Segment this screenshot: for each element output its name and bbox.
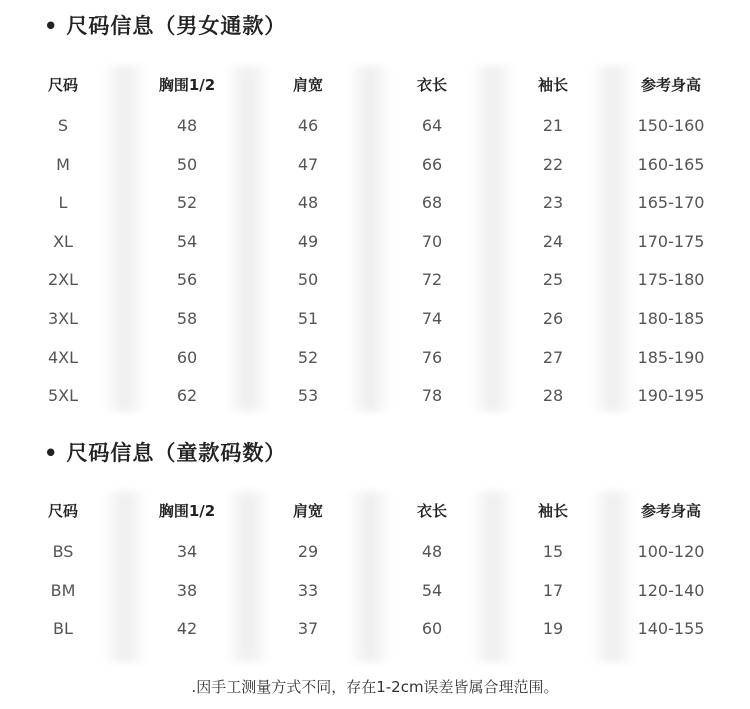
header-cell: 袖长	[537, 502, 569, 520]
table-cell: 74	[421, 309, 443, 328]
table-cell: 66	[421, 154, 443, 174]
table-cell: 28	[542, 386, 564, 406]
table-cell: 190-195	[637, 386, 705, 406]
table-cell: 47	[297, 154, 319, 174]
header-cell: 胸围1/2	[158, 76, 216, 94]
table-cell: 4XL	[47, 347, 79, 367]
header-cell: 衣长	[416, 502, 448, 520]
table-cell: 5XL	[47, 386, 79, 406]
table-cell: 60	[421, 619, 443, 639]
table-cell: 21	[542, 116, 564, 135]
table-cell: 38	[176, 580, 198, 600]
header-cell: 袖长	[537, 76, 569, 94]
table-row	[0, 260, 750, 299]
header-cell: 肩宽	[292, 502, 324, 520]
table-cell: 25	[542, 270, 564, 290]
table-cell: 37	[297, 619, 319, 639]
header-cell: 肩宽	[292, 76, 324, 94]
table-cell: 76	[421, 347, 443, 367]
table-row	[0, 106, 750, 145]
table-cell: 78	[421, 386, 443, 406]
table-cell: 48	[176, 116, 198, 135]
table-row	[0, 338, 750, 377]
section-title-kids: • 尺码信息（童款码数）	[44, 441, 287, 465]
table-row	[0, 183, 750, 222]
table-cell: 100-120	[637, 542, 705, 561]
table-cell: 70	[421, 231, 443, 251]
header-cell: 尺码	[47, 76, 79, 94]
table-row	[0, 376, 750, 415]
table-cell: BL	[53, 619, 73, 639]
table-cell: 17	[542, 580, 564, 600]
table-cell: 46	[297, 116, 319, 135]
table-cell: 56	[176, 270, 198, 290]
table-cell: 42	[176, 619, 198, 639]
table-cell: 22	[542, 154, 564, 174]
table-cell: 33	[297, 580, 319, 600]
table-cell: XL	[53, 231, 73, 251]
table-cell: 48	[297, 193, 319, 213]
table-cell: 150-160	[637, 116, 705, 135]
section-title-adult-text: 尺码信息（男女通款）	[66, 14, 287, 38]
table-cell: BM	[50, 580, 76, 600]
header-cell: 参考身高	[640, 502, 702, 520]
table-cell: S	[57, 116, 69, 135]
table-cell: 62	[176, 386, 198, 406]
header-cell: 胸围1/2	[158, 502, 216, 520]
table-row	[0, 145, 750, 184]
table-cell: 50	[176, 154, 198, 174]
table-cell: 50	[297, 270, 319, 290]
table-cell: 58	[176, 309, 198, 328]
table-header-row	[0, 492, 750, 531]
table-cell: 64	[421, 116, 443, 135]
table-cell: 72	[421, 270, 443, 290]
table-row	[0, 571, 750, 610]
table-cell: 34	[176, 542, 198, 561]
table-cell: 175-180	[637, 270, 705, 290]
table-cell: 27	[542, 347, 564, 367]
table-row	[0, 222, 750, 261]
table-cell: 3XL	[47, 309, 79, 328]
table-cell: 2XL	[47, 270, 79, 290]
table-cell: 26	[542, 309, 564, 328]
table-cell: 54	[176, 231, 198, 251]
table-cell: 60	[176, 347, 198, 367]
table-cell: 140-155	[637, 619, 705, 639]
table-cell: 49	[297, 231, 319, 251]
header-cell: 衣长	[416, 76, 448, 94]
header-cell: 尺码	[47, 502, 79, 520]
table-cell: 48	[421, 542, 443, 561]
table-cell: 160-165	[637, 154, 705, 174]
table-cell: 170-175	[637, 231, 705, 251]
table-cell: M	[56, 154, 70, 174]
table-cell: 68	[421, 193, 443, 213]
table-cell: 51	[297, 309, 319, 328]
table-cell: 180-185	[637, 309, 705, 328]
section-title-kids-text: 尺码信息（童款码数）	[66, 441, 287, 465]
table-header-row	[0, 66, 750, 105]
header-cell: 参考身高	[640, 76, 702, 94]
table-cell: 52	[297, 347, 319, 367]
table-cell: 54	[421, 580, 443, 600]
measurement-note: .因手工测量方式不同，存在1-2cm误差皆属合理范围。	[191, 678, 559, 696]
table-cell: 23	[542, 193, 564, 213]
table-row	[0, 532, 750, 571]
table-cell: 15	[542, 542, 564, 561]
table-cell: 185-190	[637, 347, 705, 367]
table-cell: 52	[176, 193, 198, 213]
section-title-adult: • 尺码信息（男女通款）	[44, 14, 287, 38]
table-cell: 53	[297, 386, 319, 406]
table-row	[0, 609, 750, 648]
table-cell: 29	[297, 542, 319, 561]
table-cell: 120-140	[637, 580, 705, 600]
table-cell: 165-170	[637, 193, 705, 213]
table-cell: 24	[542, 231, 564, 251]
table-cell: L	[58, 193, 68, 213]
table-cell: BS	[52, 542, 74, 561]
table-cell: 19	[542, 619, 564, 639]
table-row	[0, 299, 750, 338]
